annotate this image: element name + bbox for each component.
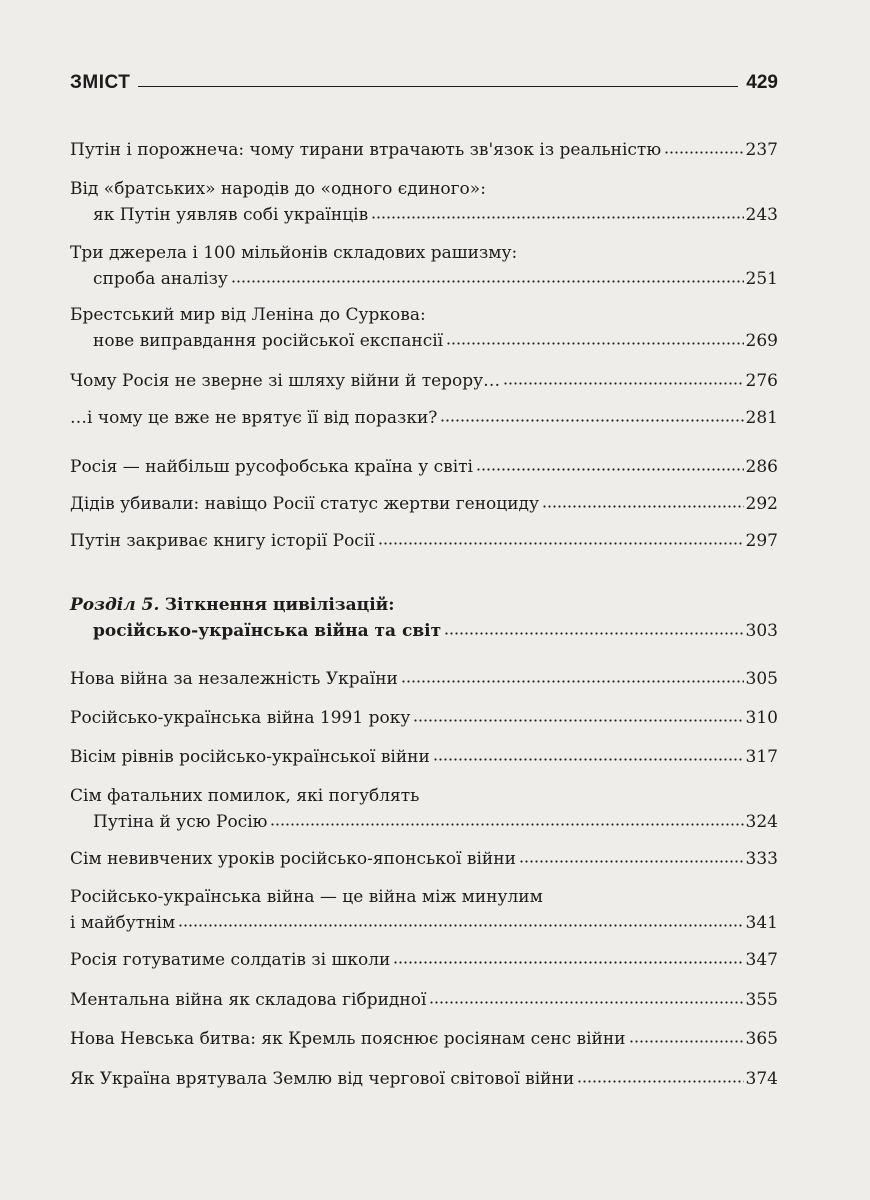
toc-entry-page: 333	[745, 849, 778, 869]
dot-leader	[503, 370, 743, 387]
toc-entry-title: Нова Невська битва: як Кремль пояснює росіянам сенс війни	[70, 1029, 626, 1049]
toc-entry-title: Росія — найбільш русофобська країна у світі	[70, 457, 473, 477]
toc-entry-page: 365	[745, 1029, 778, 1049]
section-number: Розділ 5.	[70, 595, 160, 615]
section-title-continued: російсько-українська війна та світ	[93, 621, 442, 641]
toc-section-heading[interactable]	[70, 592, 778, 644]
toc-entry-page: 276	[745, 371, 778, 391]
toc-entry[interactable]	[70, 1026, 778, 1052]
toc-entry-page: 347	[745, 950, 778, 970]
dot-leader	[401, 668, 744, 685]
toc-entry-page: 310	[745, 708, 778, 728]
toc-entry-page: 292	[745, 494, 778, 514]
toc-entry-page: 303	[745, 621, 778, 641]
toc-entry-page: 281	[745, 408, 778, 428]
toc-entry[interactable]	[70, 176, 778, 228]
section-title: Зіткнення цивілізацій:	[164, 595, 395, 615]
toc-entry[interactable]	[70, 368, 778, 394]
toc-entry[interactable]	[70, 528, 778, 554]
toc-entry-title: Три джерела і 100 мільйонів складових рашизму:	[70, 243, 518, 263]
dot-leader	[476, 456, 744, 473]
dot-leader	[433, 746, 744, 763]
toc-entry-title: Ментальна війна як складова гібридної	[70, 990, 427, 1010]
toc-entry-page: 243	[745, 205, 778, 225]
toc-entry[interactable]	[70, 1066, 778, 1092]
toc-entry-page: 251	[745, 269, 778, 289]
toc-entry-page: 341	[745, 913, 778, 933]
toc-entry-title-continued: Путіна й усю Росію	[93, 812, 268, 832]
dot-leader	[542, 493, 744, 510]
dot-leader	[629, 1028, 744, 1045]
toc-entry[interactable]	[70, 454, 778, 480]
page-number: 429	[746, 72, 778, 93]
dot-leader	[429, 989, 743, 1006]
dot-leader	[393, 949, 743, 966]
dot-leader	[378, 530, 744, 547]
toc-entry-title: Російсько-українська війна — це війна між минулим	[70, 887, 543, 907]
dot-leader	[446, 330, 743, 347]
toc-entry-page: 269	[745, 331, 778, 351]
toc-entry-title: Путін закриває книгу історії Росії	[70, 531, 375, 551]
toc-entry-title: Як Україна врятувала Землю від чергової світової війни	[70, 1069, 575, 1089]
toc-entry[interactable]	[70, 137, 778, 163]
toc-entry-title: Чому Росія не зверне зі шляху війни й терору…	[70, 371, 501, 391]
toc-entry-title: Брестський мир від Леніна до Суркова:	[70, 305, 426, 325]
dot-leader	[577, 1068, 743, 1085]
toc-entry-title-continued: як Путін уявляв собі українців	[93, 205, 369, 225]
toc-entry-title: Сім невивчених уроків російсько-японської війни	[70, 849, 516, 869]
dot-leader	[444, 620, 743, 637]
toc-entry-title-continued: нове виправдання російської експансії	[93, 331, 444, 351]
toc-entry[interactable]	[70, 705, 778, 731]
dot-leader	[270, 811, 743, 828]
toc-entry-title-continued: і майбутнім	[70, 913, 176, 933]
toc-entry-title: Вісім рівнів російсько-української війни	[70, 747, 430, 767]
toc-entry-page: 305	[745, 669, 778, 689]
dot-leader	[178, 912, 743, 929]
toc-entry-title: Дідів убивали: навіщо Росії статус жертви геноциду	[70, 494, 540, 514]
toc-entry-title: Нова війна за незалежність України	[70, 669, 398, 689]
toc-entry-title: Путін і порожнеча: чому тирани втрачають зв'язок із реальністю	[70, 140, 662, 160]
toc-entry-page: 297	[745, 531, 778, 551]
toc-entry-page: 286	[745, 457, 778, 477]
toc-entry[interactable]	[70, 405, 778, 431]
toc-entry-title: Російсько-українська війна 1991 року	[70, 708, 411, 728]
toc-entry[interactable]	[70, 947, 778, 973]
toc-entry-title-continued: спроба аналізу	[93, 269, 228, 289]
toc-entry[interactable]	[70, 846, 778, 872]
toc-entry[interactable]	[70, 744, 778, 770]
dot-leader	[231, 268, 744, 285]
toc-entry-page: 237	[745, 140, 778, 160]
toc-entry[interactable]	[70, 884, 778, 936]
toc-entry-page: 317	[745, 747, 778, 767]
header-rule	[138, 86, 738, 87]
toc-entry-title: Від «братських» народів до «одного єдиного»:	[70, 179, 486, 199]
toc-entry-page: 355	[745, 990, 778, 1010]
dot-leader	[413, 707, 743, 724]
toc-entry[interactable]	[70, 240, 778, 292]
running-header	[70, 72, 778, 94]
dot-leader	[519, 848, 744, 865]
dot-leader	[371, 204, 743, 221]
dot-leader	[664, 139, 743, 156]
toc-entry-page: 324	[745, 812, 778, 832]
toc-entry[interactable]	[70, 987, 778, 1013]
running-header-title: ЗМІСТ	[70, 72, 131, 93]
toc-entry-title: Сім фатальних помилок, які погублять	[70, 786, 420, 806]
toc-entry[interactable]	[70, 302, 778, 354]
toc-entry-page: 374	[745, 1069, 778, 1089]
toc-entry-title: Росія готуватиме солдатів зі школи	[70, 950, 391, 970]
dot-leader	[440, 407, 743, 424]
toc-entry[interactable]	[70, 666, 778, 692]
toc-entry[interactable]	[70, 783, 778, 835]
toc-entry[interactable]	[70, 491, 778, 517]
toc-entry-title: …і чому це вже не врятує її від поразки?	[70, 408, 438, 428]
